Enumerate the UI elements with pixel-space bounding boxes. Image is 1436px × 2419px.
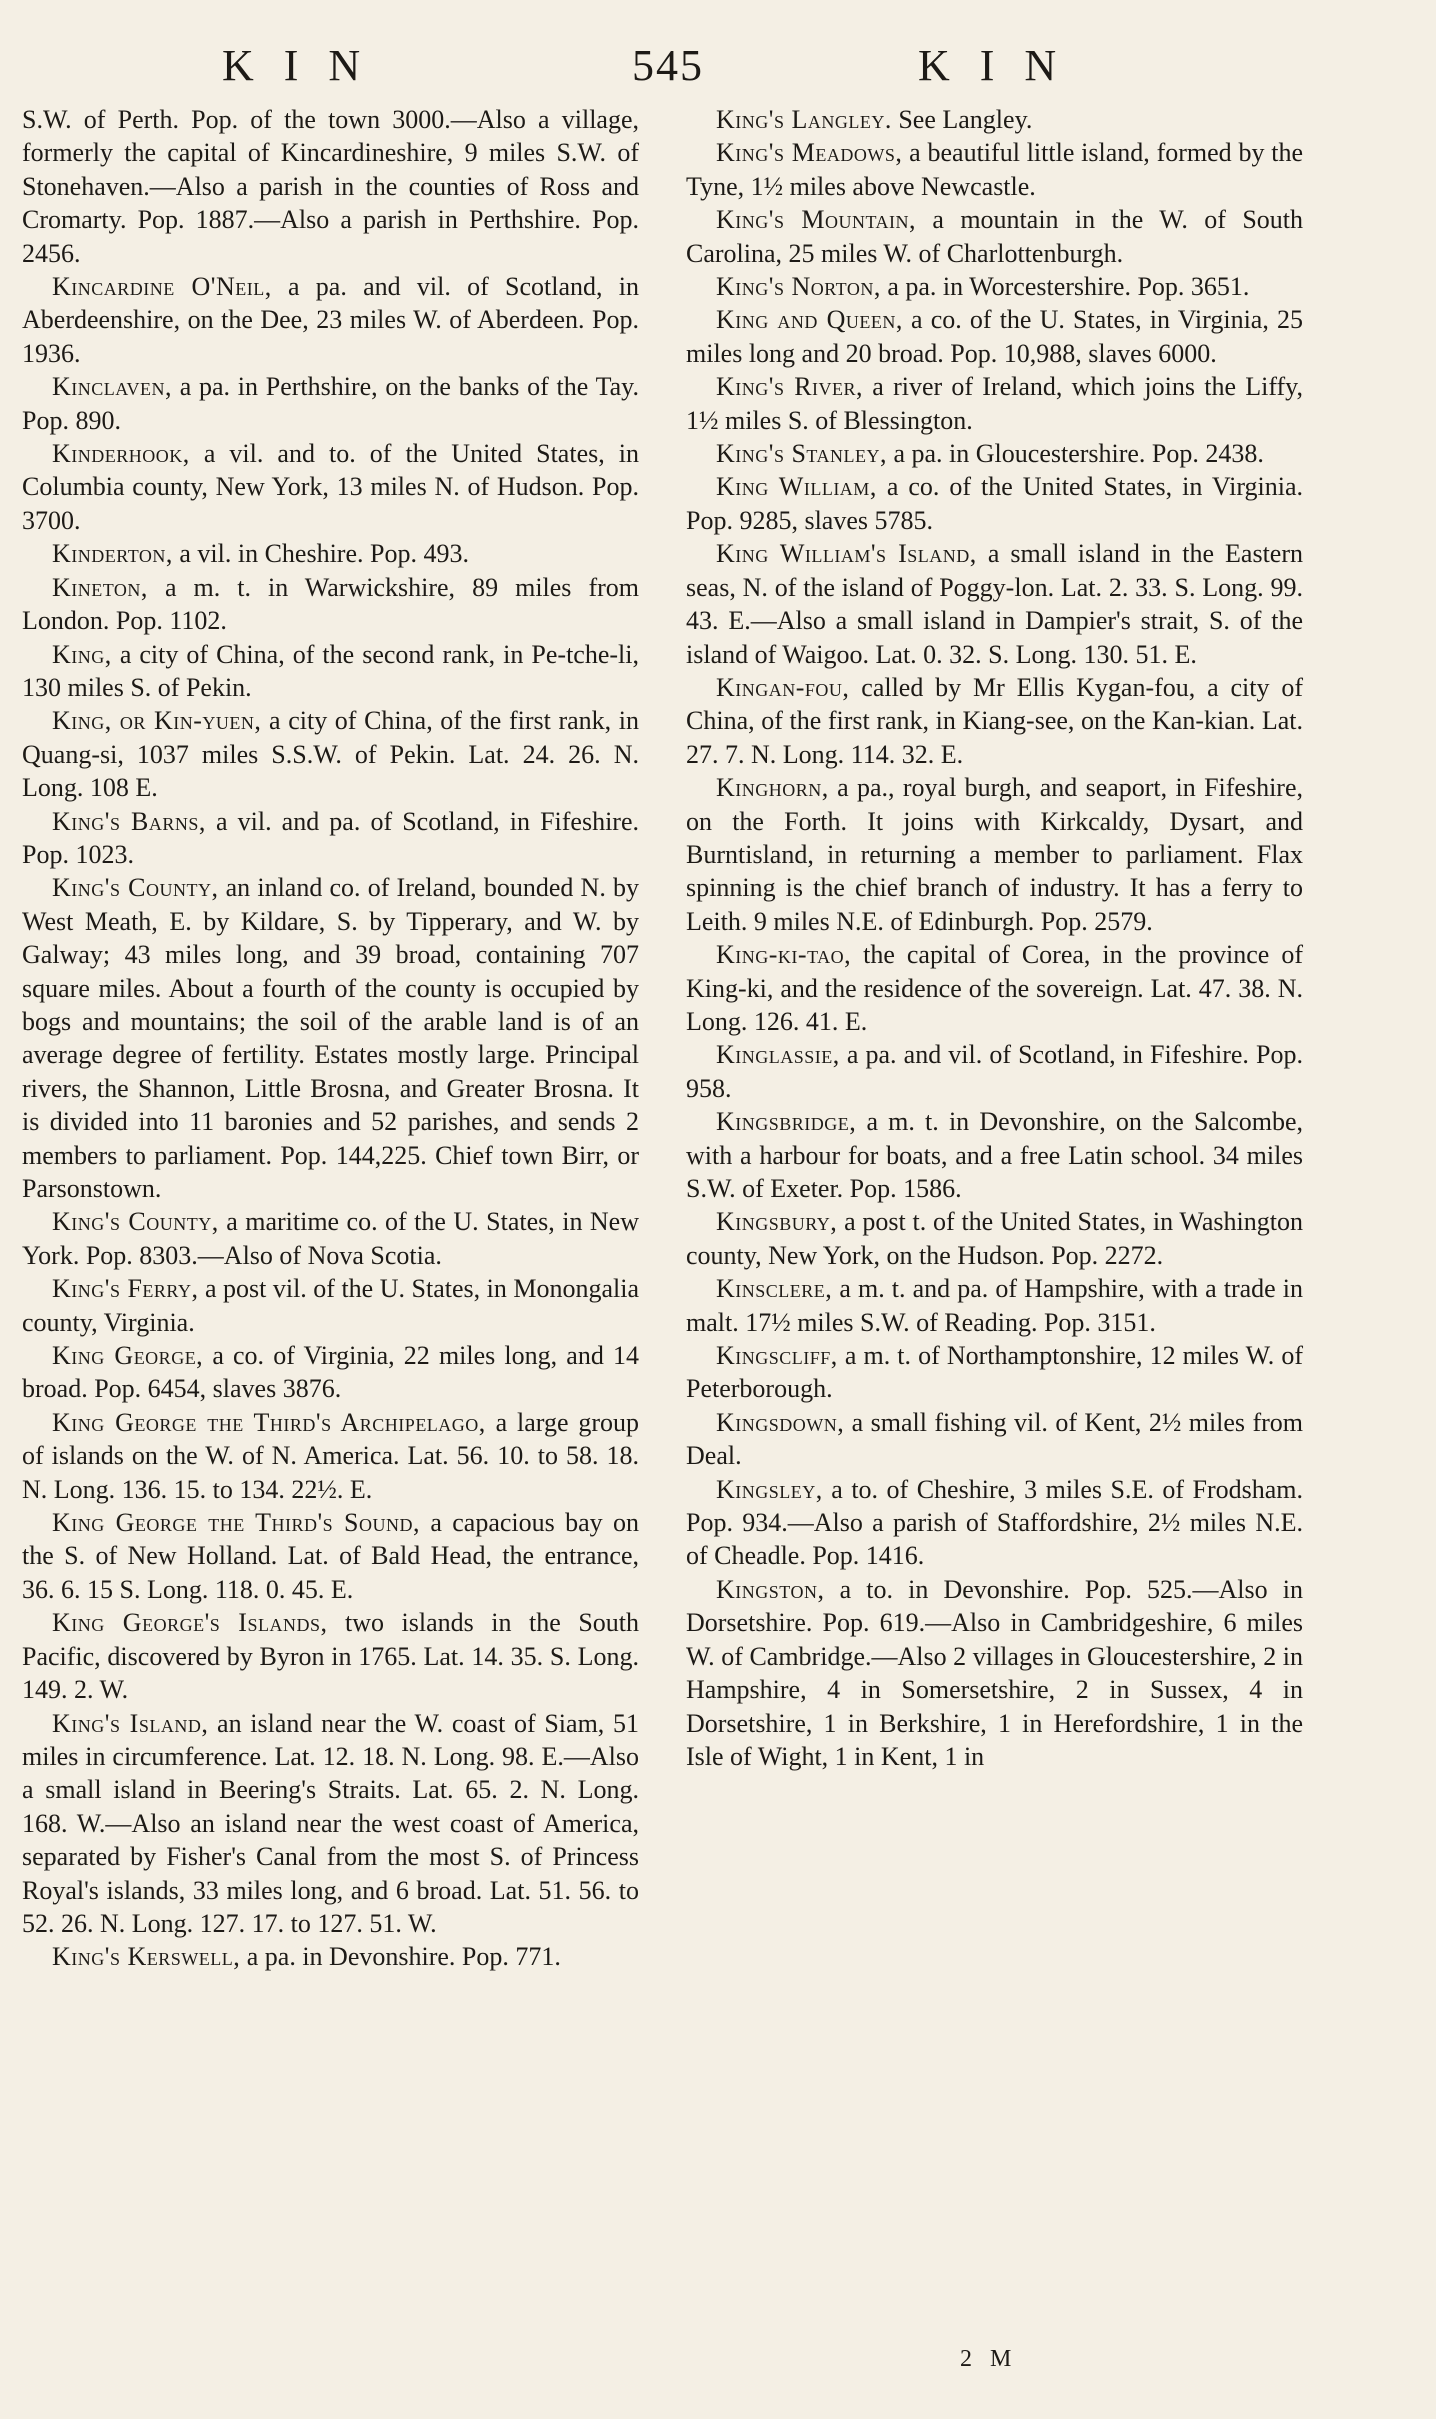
- entry: [22, 1940, 639, 1973]
- entry-headword: King William's Island,: [716, 539, 977, 569]
- entry-headword: King's Kerswell,: [52, 1942, 241, 1972]
- entry: [686, 1038, 1303, 1105]
- entry-text: a co. of the U. States, in Virginia, 25 miles long and 20 broad. Pop. 10,988, slaves 6000.: [686, 305, 1303, 368]
- entry-text: a beautiful little island, formed by the Tyne, 1½ miles above Newcastle.: [686, 138, 1303, 201]
- entry-text: a m. t. and pa. of Hampshire, with a trade in malt. 17½ miles S.W. of Reading. Pop. 3151.: [686, 1274, 1303, 1337]
- entry: [686, 103, 1303, 136]
- entry-text: S.W. of Perth. Pop. of the town 3000.—Also a village, formerly the capital of Kincardineshire, 9 miles S.W. of Stonehaven.—Also a parish in the counties of Ross and Cromarty. Pop. 1887.—Also a parish in Perthshire. Pop. 2456.: [22, 105, 639, 268]
- entry-text: called by Mr Ellis Kygan-fou, a city of China, of the first rank, in Kiang-see, on the Kan-kian. Lat. 27. 7. N. Long. 114. 32. E.: [686, 672, 1303, 769]
- entry-text: an island near the W. coast of Siam, 51 miles in circumference. Lat. 12. 18. N. Long. 98. E.—Also a small island in Beering's Straits. Lat. 65. 2. N. Long. 168. W.—Also an island near the west coast of America, separated by Fisher's Canal from the most S. of Princess Royal's islands, 33 miles long, and 6 broad. Lat. 51. 56. to 52. 26. N. Long. 127. 17. to 127. 51. W.: [22, 1708, 640, 1938]
- entry-headword: Kinghorn,: [716, 773, 829, 803]
- entry: [22, 571, 639, 638]
- entry-headword: Kinglassie,: [716, 1040, 840, 1070]
- entry-text: a to. in Devonshire. Pop. 525.—Also in Dorsetshire. Pop. 619.—Also in Cambridgeshire, 6 miles W. of Cambridge.—Also 2 villages in Gloucestershire, 2 in Hampshire, 4 in Somersetshire, 2 in Sussex, 4 in Dorsetshire, 1 in Berkshire, 1 in Herefordshire, 1 in the Isle of Wight, 1 in Kent, 1 in: [686, 1574, 1303, 1771]
- entry-headword: Kingsley,: [716, 1474, 823, 1504]
- entry: [686, 671, 1303, 771]
- entry-text: a mountain in the W. of South Carolina, 25 miles W. of Charlottenburgh.: [686, 205, 1303, 268]
- entry: [22, 1406, 639, 1506]
- entry-text: a m. t. of Northamptonshire, 12 miles W. of Peterborough.: [686, 1341, 1303, 1404]
- entry: [686, 771, 1303, 938]
- entry-headword: Kinderton,: [52, 539, 173, 569]
- header-right-word: KIN: [918, 41, 1087, 90]
- entry-headword: King's Stanley,: [716, 439, 887, 469]
- entry-headword: King George's Islands,: [52, 1608, 328, 1638]
- entry: [22, 1707, 639, 1941]
- entry-headword: Kineton,: [52, 572, 148, 602]
- entry-headword: King George the Third's Sound,: [52, 1508, 420, 1538]
- entry: [686, 1573, 1303, 1773]
- entry-text: an inland co. of Ireland, bounded N. by West Meath, E. by Kildare, S. by Tipperary, and W. by Galway; 43 miles long, and 39 broad, containing 707 square miles. About a fourth of the county is occupied by bogs and mountains; the soil of the arable land is of an average degree of fertility. Estates mostly large. Principal rivers, the Shannon, Little Brosna, and Greater Brosna. It is divided into 11 baronies and 52 parishes, and sends 2 members to parliament. Pop. 144,225. Chief town Birr, or Parsonstown.: [22, 873, 639, 1203]
- page-number: 545: [632, 41, 704, 90]
- entry-text: a vil. and pa. of Scotland, in Fifeshire. Pop. 1023.: [22, 806, 640, 869]
- entry-text: a post vil. of the U. States, in Monongalia county, Virginia.: [22, 1274, 639, 1337]
- entry: [22, 1205, 639, 1272]
- entry: [22, 1606, 639, 1706]
- entry-text: two islands in the South Pacific, discovered by Byron in 1765. Lat. 14. 35. S. Long. 149. 2. W.: [22, 1608, 639, 1705]
- entry-headword: King William,: [716, 472, 877, 502]
- entry: [22, 1339, 639, 1406]
- entry-text: a city of China, of the first rank, in Quang-si, 1037 miles S.S.W. of Pekin. Lat. 24. 26. N. Long. 108 E.: [22, 706, 639, 803]
- entry: [22, 805, 639, 872]
- entry: [686, 437, 1303, 470]
- entry: [686, 270, 1303, 303]
- entry: [22, 270, 639, 370]
- entry-headword: King-ki-tao,: [716, 940, 852, 970]
- entry: [22, 638, 639, 705]
- entry: [686, 1205, 1303, 1272]
- running-header: [0, 40, 1436, 100]
- right-column: [686, 103, 1303, 1773]
- entry-text: a pa. and vil. of Scotland, in Aberdeenshire, on the Dee, 23 miles W. of Aberdeen. Pop. 1936.: [22, 272, 639, 368]
- entry-text: a m. t. in Warwickshire, 89 miles from London. Pop. 1102.: [22, 572, 639, 636]
- entry-text: a large group of islands on the W. of N. America. Lat. 56. 10. to 58. 18. N. Long. 136. 15. to 134. 22½. E.: [22, 1407, 639, 1504]
- entry-text: a pa., royal burgh, and seaport, in Fifeshire, on the Forth. It joins with Kirkcaldy, Dysart, and Burntisland, in returning a member to parliament. Flax spinning is the chief branch of industry. It has a ferry to Leith. 9 miles N.E. of Edinburgh. Pop. 2579.: [686, 773, 1303, 936]
- entry-text: a pa. in Worcestershire. Pop. 3651.: [880, 272, 1250, 302]
- entry-text: a small fishing vil. of Kent, 2½ miles from Deal.: [686, 1407, 1303, 1471]
- entry-headword: King's Island,: [52, 1708, 209, 1738]
- entry-text: a vil. and to. of the United States, in Columbia county, New York, 13 miles N. of Hudson. Pop. 3700.: [22, 439, 639, 535]
- entry-headword: Kingston,: [716, 1574, 825, 1604]
- entry: [686, 938, 1303, 1038]
- entry-text: the capital of Corea, in the province of King-ki, and the residence of the sovereign. Lat. 47. 38. N. Long. 126. 41. E.: [686, 940, 1303, 1036]
- entry-headword: King George the Third's Archipelago,: [52, 1407, 486, 1437]
- entry: [686, 470, 1303, 537]
- entry: [22, 370, 639, 437]
- entry-text: a m. t. in Devonshire, on the Salcombe, with a harbour for boats, and a free Latin school. 34 miles S.W. of Exeter. Pop. 1586.: [686, 1107, 1303, 1203]
- entry: [22, 1272, 639, 1339]
- header-left-word: KIN: [222, 41, 391, 90]
- entry-headword: Kingscliff,: [716, 1341, 838, 1371]
- entry: [686, 136, 1303, 203]
- entry-headword: King's County,: [52, 1207, 219, 1237]
- entry: [686, 1473, 1303, 1573]
- entry-text: a pa. in Gloucestershire. Pop. 2438.: [886, 439, 1264, 469]
- entry: [686, 370, 1303, 437]
- entry-headword: Kingan-fou,: [716, 672, 850, 702]
- entry-text: a capacious bay on the S. of New Holland. Lat. of Bald Head, the entrance, 36. 6. 15 S. Long. 118. 0. 45. E.: [22, 1508, 639, 1604]
- entry-headword: Kinderhook,: [52, 439, 190, 469]
- entry-text: a pa. in Perthshire, on the banks of the Tay. Pop. 890.: [22, 372, 639, 435]
- entry: [22, 704, 639, 804]
- entry-text: a co. of Virginia, 22 miles long, and 14 broad. Pop. 6454, slaves 3876.: [22, 1341, 639, 1404]
- entry-text: a city of China, of the second rank, in Pe-tche-li, 130 miles S. of Pekin.: [22, 639, 639, 702]
- entry-headword: King's County,: [52, 873, 219, 903]
- entry-headword: Kinclaven,: [52, 372, 172, 402]
- entry: [22, 537, 639, 570]
- entry: [686, 203, 1303, 270]
- entry-headword: King's Norton,: [716, 272, 881, 302]
- entry-text: a maritime co. of the U. States, in New York. Pop. 8303.—Also of Nova Scotia.: [22, 1207, 639, 1270]
- entry-headword: King's Barns,: [52, 806, 206, 836]
- entry-headword: Kingsbridge,: [716, 1107, 857, 1137]
- entry-headword: Kingsdown,: [716, 1407, 845, 1437]
- entry: [686, 1406, 1303, 1473]
- entry-headword: King's Ferry,: [52, 1274, 199, 1304]
- entry-text: a to. of Cheshire, 3 miles S.E. of Frodsham. Pop. 934.—Also a parish of Staffordshire, 2½ miles N.E. of Cheadle. Pop. 1416.: [686, 1474, 1303, 1571]
- entry-text: a pa. in Devonshire. Pop. 771.: [240, 1942, 561, 1972]
- entry: [686, 1272, 1303, 1339]
- entry-headword: King,: [52, 639, 112, 669]
- entry-headword: King, or Kin-yuen,: [52, 706, 262, 736]
- entry: [22, 437, 639, 537]
- entry: [22, 103, 639, 270]
- entry-text: a post t. of the United States, in Washington county, New York, on the Hudson. Pop. 2272.: [686, 1207, 1303, 1270]
- entry: [22, 871, 639, 1205]
- entry-headword: King George,: [52, 1341, 204, 1371]
- entry-text: a pa. and vil. of Scotland, in Fifeshire. Pop. 958.: [686, 1040, 1303, 1103]
- entry-text: a small island in the Eastern seas, N. of the island of Poggy-lon. Lat. 2. 33. S. Long. 99. 43. E.—Also a small island in Dampier's strait, S. of the island of Waigoo. Lat. 0. 32. S. Long. 130. 51. E.: [686, 539, 1303, 669]
- entry-headword: Kingsbury,: [716, 1207, 838, 1237]
- entry-headword: King's Meadows,: [716, 138, 903, 168]
- entry: [686, 303, 1303, 370]
- entry: [22, 1506, 639, 1606]
- entry-headword: Kinsclere,: [716, 1274, 833, 1304]
- entry-text: a vil. in Cheshire. Pop. 493.: [172, 539, 469, 569]
- entry-text: a river of Ireland, which joins the Liffy, 1½ miles S. of Blessington.: [686, 372, 1303, 435]
- entry: [686, 537, 1303, 671]
- entry: [686, 1105, 1303, 1205]
- entry-headword: King's River,: [716, 372, 864, 402]
- entry-headword: King and Queen,: [716, 305, 903, 335]
- entry-text: See Langley.: [891, 105, 1033, 134]
- left-column: [22, 103, 639, 1974]
- entry-headword: King's Langley.: [716, 105, 892, 134]
- entry-text: a co. of the United States, in Virginia. Pop. 9285, slaves 5785.: [686, 472, 1303, 535]
- entry-headword: Kincardine O'Neil,: [52, 272, 272, 302]
- entry-headword: King's Mountain,: [716, 205, 917, 235]
- printer-signature-mark: 2 M: [960, 2346, 1018, 2372]
- entry: [686, 1339, 1303, 1406]
